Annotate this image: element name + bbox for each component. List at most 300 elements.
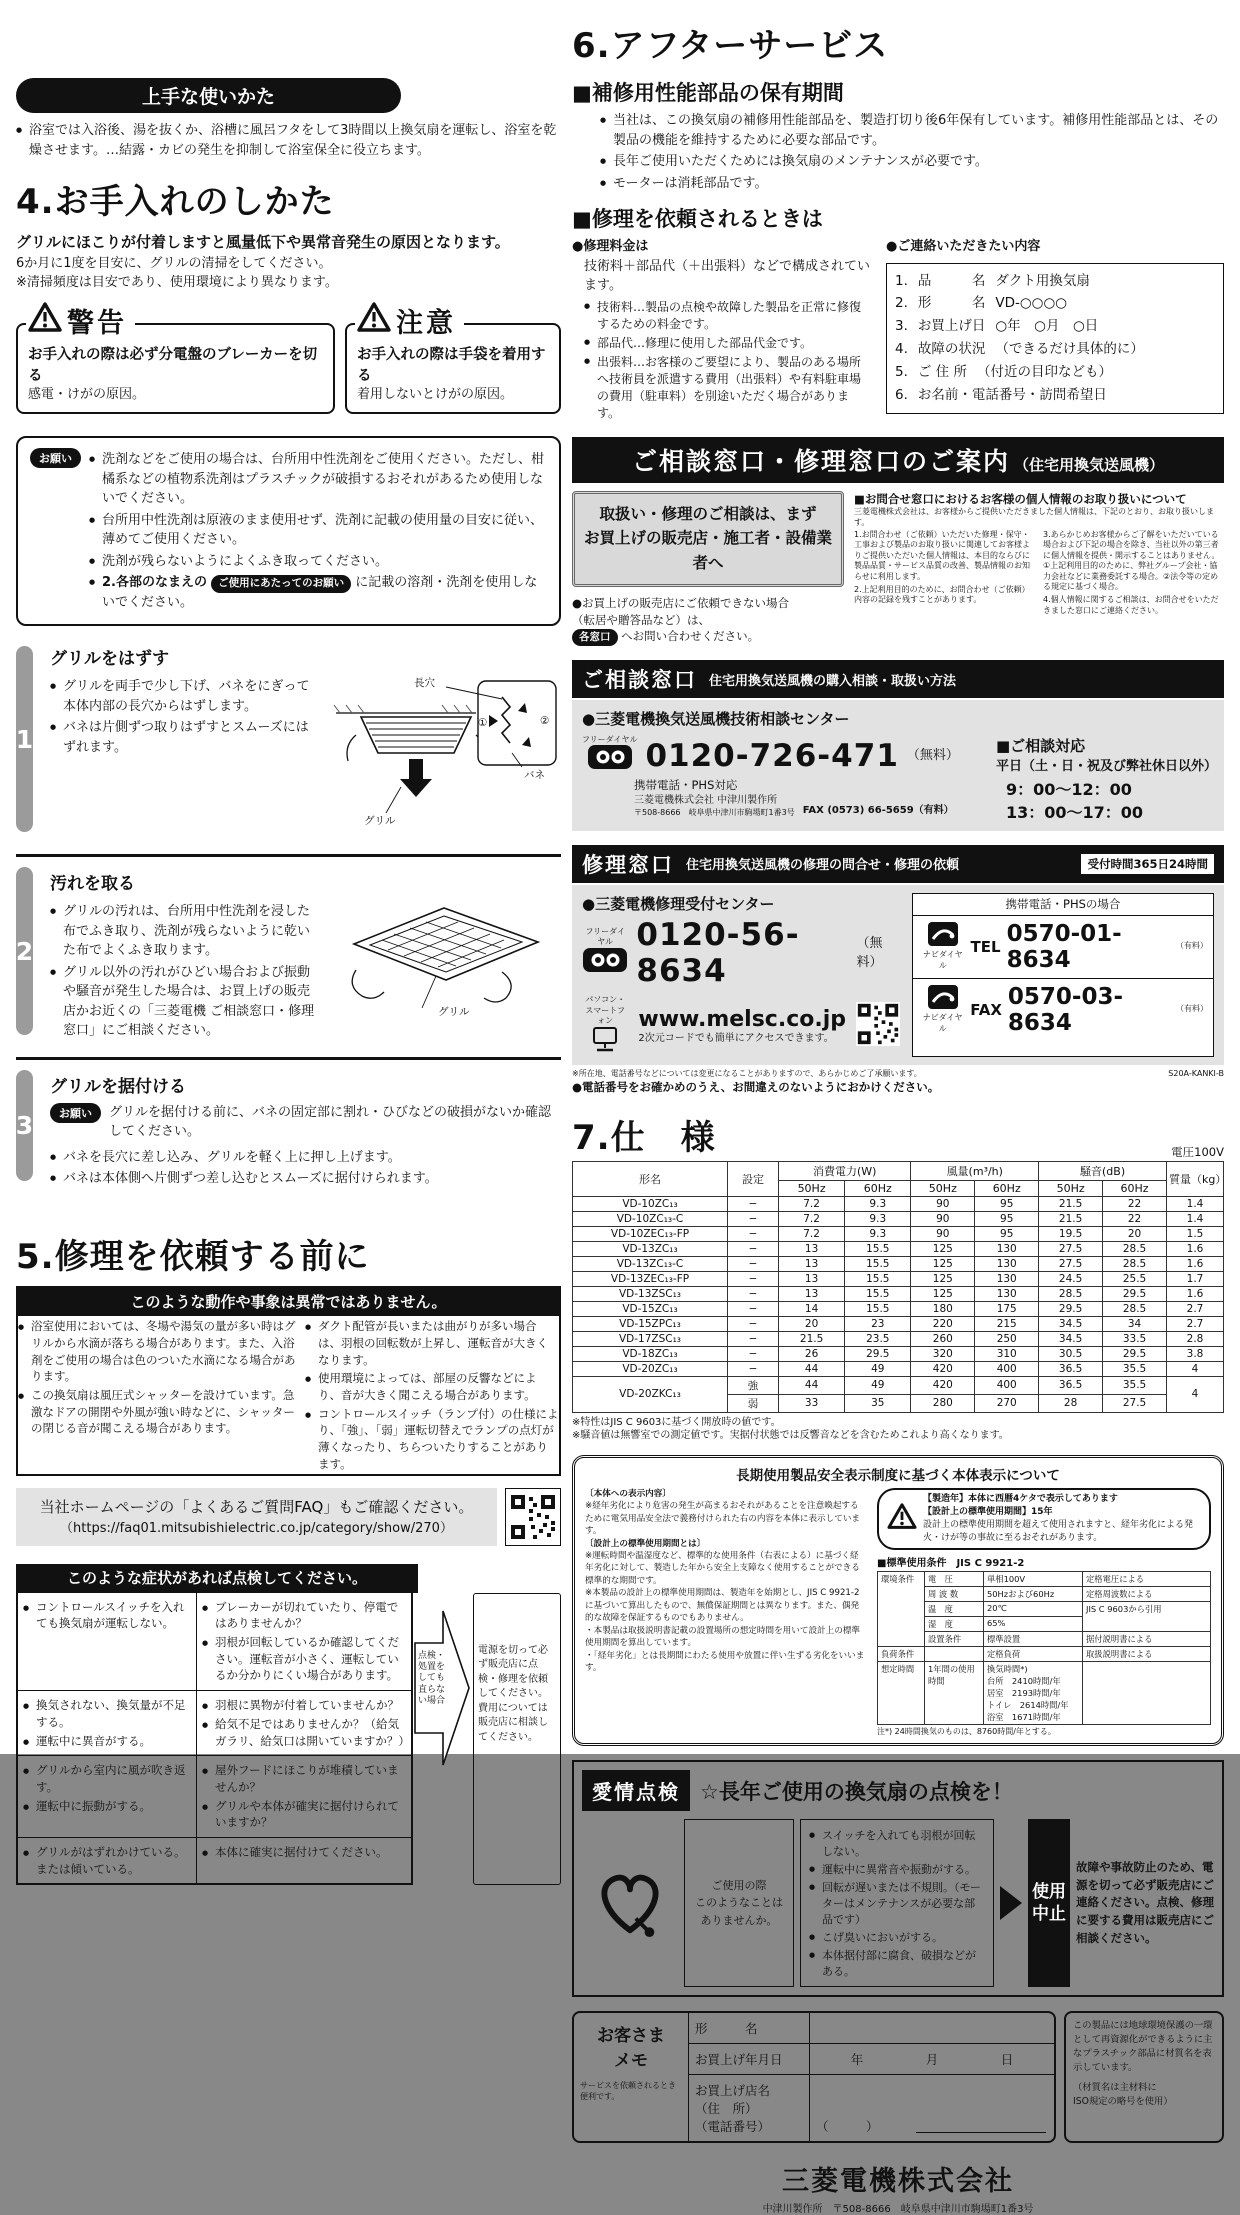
location-change-note: ※所在地、電話番号などについては変更になることがありますので、あらかじめご了承願います。: [572, 1068, 922, 1078]
memo-note: サービスを依頼されるとき便利です。: [580, 2081, 676, 2101]
table-row: [573, 1361, 1224, 1376]
step-item: ● グリル以外の汚れがひどい場合および振動や騒音が発生した場合は、お買上げの販売店かお近くの「三菱電機 ご相談窓口・修理窓口」にご相談ください。: [50, 963, 320, 1041]
setting-cell: 強: [728, 1376, 779, 1394]
mass-cell: 1.6: [1167, 1241, 1224, 1256]
hours-line3: 13：00～17：00: [1006, 802, 1144, 822]
air50-cell: 260: [911, 1331, 975, 1346]
noise60-cell: 34: [1103, 1316, 1167, 1331]
cond-cell: 湿 度: [925, 1616, 984, 1631]
soudan-mobile: 携帯電話・PHS対応: [634, 778, 738, 793]
faq-url: （https://faq01.mitsubishielectric.co.jp/category/show/270）: [60, 1520, 453, 1536]
power60-cell: 9.3: [845, 1211, 911, 1226]
soudan-phone-fee: （無料）: [906, 748, 959, 764]
faq-line1: 当社ホームページの「よくあるご質問FAQ」もご確認ください。: [39, 1498, 474, 1517]
memo-store-value[interactable]: [810, 2075, 1054, 2141]
mass-cell: 4: [1167, 1376, 1224, 1412]
step-3-onegai: グリルを据付ける前に、バネの固定部に割れ・ひびなどの破損がないか確認してください。: [109, 1104, 552, 1140]
list-item: ● モーターは消耗部品です。: [600, 174, 1224, 194]
row-number: 1.: [895, 272, 908, 289]
check-cell: ● 給気不足ではありませんか？（給気ガラリ、給気口は開いていますか？）: [202, 1716, 406, 1749]
step-item: ● グリルを両手で少し下げ、バネをにぎって本体内部の長穴からはずします。: [50, 677, 320, 716]
conditions-note: 注*) 24時間換気のものは、8760時間/年とする。: [877, 1726, 1056, 1736]
conditions-table: [877, 1571, 1211, 1725]
air50-cell: 420: [911, 1361, 975, 1376]
usage-line: 居室 2193時間/年: [987, 1687, 1061, 1698]
air50-cell: 90: [911, 1196, 975, 1211]
setting-cell: −: [728, 1316, 779, 1331]
setting-cell: −: [728, 1361, 779, 1376]
mobile-phs-header: 携帯電話・PHSの場合: [913, 894, 1213, 916]
dial-carefully-note: ●電話番号をお確かめのうえ、お間違えのないようにおかけください。: [572, 1080, 940, 1095]
contact-info-row: [895, 361, 1215, 384]
table-row: [573, 1241, 1224, 1256]
doc-code: S20A-KANKI-B: [1168, 1068, 1224, 1078]
lt-p3: ※本製品の設計上の標準使用期間は、製造年を始期とし、JIS C 9921-2に基づいて算出したもので、無償保証期間とは異なります。また、偶発的な故障を保証するものでもありません。: [585, 1588, 860, 1624]
noise50-cell: 34.5: [1039, 1316, 1103, 1331]
symptom-table: [16, 1593, 413, 1885]
setting-cell: −: [728, 1211, 779, 1226]
mass-cell: 2.8: [1167, 1331, 1224, 1346]
model-cell: VD-10ZC₁₃-C: [573, 1211, 728, 1226]
caution-label: [355, 301, 464, 340]
air60-cell: 175: [975, 1301, 1039, 1316]
warning-bold: お手入れの際は必ず分電盤のブレーカーを切る: [28, 346, 318, 384]
row-value: VD-○○○○: [995, 295, 1068, 312]
slot-label: 長穴: [414, 677, 435, 690]
air50-cell: 90: [911, 1211, 975, 1226]
air50-cell: 180: [911, 1301, 975, 1316]
cond-cell: 設置条件: [925, 1631, 984, 1646]
model-cell: VD-13ZC₁₃-C: [573, 1256, 728, 1271]
usage-note-badge: ご使用にあたってのお願い: [211, 575, 351, 593]
tel-label: TEL: [970, 937, 1001, 956]
noise60-cell: 28.5: [1103, 1256, 1167, 1271]
not-abnormal-header: このような動作や事象は異常ではありません。: [18, 1288, 559, 1317]
model-cell: VD-15ZPC₁₃: [573, 1316, 728, 1331]
onegai-list: [89, 450, 547, 612]
usage-line: 換気時間*): [987, 1663, 1028, 1674]
tips-list: [16, 121, 561, 160]
body-label-box: [877, 1488, 1211, 1550]
step-3-number: 3: [16, 1070, 33, 1181]
cond-cell: 環境条件: [878, 1571, 925, 1646]
air60-cell: 95: [975, 1196, 1039, 1211]
arrow-right-icon: [1000, 1819, 1022, 1987]
caution-box: [345, 307, 561, 415]
memo-model-value[interactable]: [810, 2013, 1054, 2043]
care-lead2: 6か月に1度を目安に、グリルの清掃をしてください。: [16, 255, 332, 271]
hz-header: 50Hz: [779, 1180, 845, 1196]
freedial-label: フリーダイヤル: [585, 927, 625, 947]
power60-cell: 23: [845, 1316, 911, 1331]
mass-cell: 2.7: [1167, 1301, 1224, 1316]
table-row: [18, 1838, 411, 1883]
spec-table: [572, 1161, 1227, 1413]
power50-cell: 13: [779, 1241, 845, 1256]
soudan-banner: [572, 660, 1224, 698]
fee-list: [584, 298, 872, 421]
shuri-tel-fee: （有料）: [1175, 941, 1208, 951]
col-mass: 質量（kg）: [1167, 1161, 1224, 1196]
power50-cell: 21.5: [779, 1331, 845, 1346]
spec-note1: ※特性はJIS C 9603に基づく開放時の値です。: [572, 1416, 781, 1428]
row-label: 故障の状況: [917, 341, 986, 358]
repair-request-note: 電源を切って必ず販売店に点検・修理を依頼してください。費用については販売店に相談してください。: [473, 1593, 561, 1885]
air60-cell: 215: [975, 1316, 1039, 1331]
noise60-cell: 27.5: [1103, 1394, 1167, 1412]
noise60-cell: 22: [1103, 1196, 1167, 1211]
air60-cell: 310: [975, 1346, 1039, 1361]
list-item: ● コントロールスイッチ（ランプ付）の仕様により、「強」、「弱」運転切替えでランプの点灯が薄くなったり、ちらついたりすることがあります。: [305, 1406, 559, 1473]
power60-cell: 49: [845, 1361, 911, 1376]
col-model: 形名: [573, 1161, 728, 1196]
model-cell: VD-15ZC₁₃: [573, 1301, 728, 1316]
cond-cell: 負荷条件: [878, 1646, 925, 1661]
memo-title2: メモ: [614, 2051, 648, 2072]
shuri-banner-desc: 住宅用換気送風機の修理の問合せ・修理の依頼: [686, 858, 960, 874]
table-row: [18, 1593, 411, 1691]
power50-cell: 13: [779, 1271, 845, 1286]
model-cell: VD-20ZKC₁₃: [573, 1376, 728, 1412]
memo-row: [572, 2011, 1224, 2143]
row-label: 品 名: [917, 272, 986, 289]
symptom-cell: ● 運転中に異音がする。: [23, 1733, 191, 1750]
model-cell: VD-10ZC₁₃: [573, 1196, 728, 1211]
power50-cell: 13: [779, 1256, 845, 1271]
recycle-text: この製品には地球環境保護の一環として再資源化ができるように主なプラスチック部品に材質名を表示しています。: [1073, 2020, 1213, 2074]
air60-cell: 400: [975, 1361, 1039, 1376]
care-lead1: グリルにほこりが付着しますと風量低下や異常音発生の原因となります。: [16, 233, 510, 251]
customer-memo-box: [572, 2011, 1056, 2143]
noise60-cell: 29.5: [1103, 1346, 1167, 1361]
list-item: ● 長年ご使用いただくためには換気扇のメンテナンスが必要です。: [600, 152, 1224, 172]
air50-cell: 125: [911, 1271, 975, 1286]
step-2-list: [50, 900, 320, 1043]
fallback-line2: （転居や贈答品など）は、: [572, 612, 710, 627]
col-noise: 騒音(dB): [1039, 1161, 1167, 1180]
step-2: [16, 854, 561, 1043]
cond-cell: 50Hzおよび60Hz: [984, 1586, 1083, 1601]
parts-retention-list: [600, 111, 1224, 193]
air50-cell: 125: [911, 1241, 975, 1256]
check-cell: ● 屋外フードにほこりが堆積していませんか？: [202, 1762, 406, 1795]
step-1-number: 1: [16, 646, 33, 832]
mass-cell: 1.6: [1167, 1286, 1224, 1301]
model-cell: VD-13ZSC₁₃: [573, 1286, 728, 1301]
privacy-item: 1.お問合わせ（ご依頼）いただいた修理・保守・工事および製品のお取り扱いに関連してお客様よりご提供いただいた個人情報は、本目的ならびに製品品質・サービス品質の改善、製品情報のお知らせに利用します。: [854, 529, 1030, 581]
noise50-cell: 36.5: [1039, 1376, 1103, 1394]
caution-bold: お手入れの際は手袋を着用する: [357, 346, 546, 384]
row-value: ダクト用換気扇: [995, 272, 1090, 289]
cond-cell: 単相100V: [984, 1571, 1083, 1586]
step-item: ● バネは本体側へ片側ずつ差し込むとスムーズに据付けられます。: [50, 1169, 561, 1189]
setting-cell: −: [728, 1226, 779, 1241]
spec-heading: 7.仕 様: [572, 1117, 716, 1158]
col-power: 消費電力(W): [779, 1161, 911, 1180]
warning-triangle-icon: [28, 302, 62, 340]
cond-cell: 定格負荷: [984, 1646, 1083, 1661]
power60-cell: 35: [845, 1394, 911, 1412]
contact-info-row: [895, 338, 1215, 361]
grill-removal-illustration: [326, 675, 561, 840]
privacy-item: 4.個人情報に関するご相談は、お問合せをいただきました窓口にご連絡ください。: [1043, 595, 1219, 615]
noise60-cell: 35.5: [1103, 1361, 1167, 1376]
noise50-cell: 19.5: [1039, 1226, 1103, 1241]
step-3: [16, 1057, 561, 1189]
care-lead3: ※清掃頻度は目安であり、使用環境により異なります。: [16, 275, 338, 290]
longterm-left: [585, 1488, 867, 1738]
company-name: 三菱電機株式会社: [782, 2166, 1014, 2198]
longterm-title: 長期使用製品安全表示制度に基づく本体表示について: [736, 1467, 1060, 1484]
signature-line: [916, 2132, 1046, 2133]
setting-cell: 弱: [728, 1394, 779, 1412]
air60-cell: 130: [975, 1271, 1039, 1286]
cond-cell: 取扱説明書による: [1083, 1646, 1211, 1661]
symptom-cell: ● グリルがはずれかけている。または傾いている。: [23, 1844, 191, 1877]
table-row: [18, 1691, 411, 1756]
faq-qr-code: [505, 1488, 561, 1546]
navidial-icon: [928, 994, 958, 1013]
hours-line2: 9：00～12：00: [1006, 779, 1132, 799]
check-cell: ● 本体に確実に据付けてください。: [202, 1844, 406, 1861]
noise50-cell: 27.5: [1039, 1256, 1103, 1271]
power60-cell: 15.5: [845, 1301, 911, 1316]
spring-label: バネ: [524, 769, 545, 782]
memo-store-label: お買上げ店名: [695, 2083, 771, 2099]
memo-store-addr-label: （住 所）: [695, 2101, 758, 2117]
caution-desc: 着用しないとけがの原因。: [357, 386, 514, 402]
lt-p2: ※運転時間や温湿度など、標準的な使用条件（右表による）に基づく経年劣化に対して、製造した年から安全上支障なく使用することができる標準的な期間です。: [585, 1550, 860, 1586]
onegai-pill: お願い: [50, 1103, 101, 1123]
contact-info-row: [895, 384, 1215, 407]
caution-triangle-icon: [357, 302, 391, 340]
hz-header: 60Hz: [975, 1180, 1039, 1196]
soudan-phone: 0120-726-471: [645, 738, 899, 775]
symptom-cell: ● コントロールスイッチを入れても換気扇が運転しない。: [23, 1599, 191, 1632]
table-row: [573, 1286, 1224, 1301]
usage-line: 浴室 1671時間/年: [987, 1711, 1061, 1722]
inspection-badge: 愛情点検: [582, 1770, 690, 1811]
grill-label: グリル: [438, 1006, 470, 1019]
memo-title1: お客さま: [597, 2026, 665, 2047]
if-not-fixed-arrow: [413, 1593, 471, 1885]
col-setting: 設定: [728, 1161, 779, 1196]
step-3-title: グリルを据付ける: [50, 1076, 186, 1097]
left-column: [16, 78, 561, 1885]
usage-line: 台所 2410時間/年: [987, 1675, 1061, 1686]
warning-word: 警告: [67, 307, 127, 339]
noise50-cell: 21.5: [1039, 1196, 1103, 1211]
step-item: ● バネは片側ずつ取りはずすとスムーズにはずれます。: [50, 718, 320, 757]
setting-cell: −: [728, 1241, 779, 1256]
power50-cell: 7.2: [779, 1226, 845, 1241]
shuri-banner: [572, 845, 1224, 883]
inspection-action: 故障や事故防止のため、電源を切って必ず販売店にご連絡ください。点検、修理に要する費用は販売店にご相談ください。: [1076, 1859, 1214, 1945]
label-line3: 設計上の標準使用期間を超えて使用されますと、経年劣化による発火・けが等の事故に至るおそれがあります。: [923, 1519, 1194, 1543]
cond-cell: 電 圧: [925, 1571, 984, 1586]
grill-label: グリル: [364, 815, 396, 828]
lt-h2: 〔設計上の標準使用期間とは〕: [585, 1538, 706, 1549]
reception-hours-badge: 受付時間365日24時間: [1081, 854, 1214, 874]
onegai-item: ● 台所用中性洗剤は原液のまま使用せず、洗剤に記載の使用量の目安に従い、薄めてご使用ください。: [89, 511, 547, 550]
cond-cell: 定格周波数による: [1083, 1586, 1211, 1601]
col-airflow: 風量(m³/h): [911, 1161, 1039, 1180]
right-column: [572, 18, 1227, 2215]
freedial-label: フリーダイヤル: [582, 734, 638, 744]
lt-p5: ・「経年劣化」とは長期間にわたる使用や放置に伴い生ずる劣化をいいます。: [585, 1650, 865, 1674]
check-item: ● スイッチを入れても羽根が回転しない。: [809, 1827, 985, 1859]
hz-header: 50Hz: [911, 1180, 975, 1196]
warning-label: [26, 301, 135, 340]
shuri-fax: 0570-03-8634: [1007, 983, 1124, 1036]
symptom-section: [16, 1564, 561, 1885]
privacy-item: 3.あらかじめお客様からご了解をいただいている場合および下記の場合を除き、当社以外の第三者に個人情報を提供・開示することはありません。①上記利用目的のために、弊社グループ会社・協力会社などに業務委託する場合。②法令等の定める規定に基づく場合。: [1043, 529, 1220, 591]
not-abnormal-table: [16, 1286, 561, 1477]
noise50-cell: 34.5: [1039, 1331, 1103, 1346]
soudan-box: [572, 700, 1224, 831]
soudan-banner-desc: 住宅用換気送風機の購入相談・取扱い方法: [709, 673, 957, 689]
window-badge: 各窓口: [572, 629, 618, 646]
noise60-cell: 20: [1103, 1226, 1167, 1241]
memo-date-value[interactable]: 年 月 日: [850, 2052, 1014, 2068]
check-item: ● 本体据付部に腐食、破損などがある。: [809, 1947, 985, 1979]
mass-cell: 4: [1167, 1361, 1224, 1376]
memo-store-tel-label: （電話番号）: [695, 2119, 771, 2135]
air50-cell: 220: [911, 1316, 975, 1331]
fee-title: ●修理料金は: [572, 239, 649, 254]
navidial-label: ナビダイヤル: [922, 1013, 963, 1033]
label-triangle-icon: [887, 1503, 917, 1534]
row-number: 5.: [895, 364, 908, 381]
usage-line: トイレ 2614時間/年: [987, 1699, 1069, 1710]
symptom-cell: ● 換気されない、換気量が不足する。: [23, 1697, 191, 1730]
table-row: [573, 1331, 1224, 1346]
power60-cell: 49: [845, 1376, 911, 1394]
caution-word: 注意: [396, 307, 456, 339]
tips-title: 上手な使いかた: [16, 78, 401, 113]
mass-cell: 1.4: [1167, 1196, 1224, 1211]
tips-item: ● 浴室では入浴後、湯を抜くか、浴槽に風呂フタをして3時間以上換気扇を運転し、浴室を乾燥させます。…結露・カビの発生を抑制して浴室保全に役立ちます。: [16, 121, 561, 160]
air60-cell: 95: [975, 1226, 1039, 1241]
power60-cell: 23.5: [845, 1331, 911, 1346]
warning-row: [16, 307, 561, 415]
power60-cell: 9.3: [845, 1226, 911, 1241]
shuri-banner-title: 修理窓口: [582, 852, 674, 877]
table-row: [573, 1256, 1224, 1271]
symptom-header: このような症状があれば点検してください。: [16, 1564, 418, 1593]
banner-subtitle: （住宅用換気送風機）: [1014, 455, 1165, 474]
row-number: 3.: [895, 318, 908, 335]
onegai-last-prefix: 2.各部のなまえの: [102, 575, 207, 590]
banner-title: ご相談窓口・修理窓口のご案内: [631, 446, 1010, 476]
memo-date-label: お買上げ年月日: [689, 2044, 810, 2074]
store-line2: お買上げの販売店・施工者・設備業者へ: [583, 529, 832, 573]
row-value: （付近の目印なども）: [976, 364, 1112, 381]
spec-note2: ※騒音値は無響室での測定値です。実据付状態では反響音などを含むためこれより高くなります。: [572, 1430, 1009, 1442]
fallback-line1: ●お買上げの販売店にご依頼できない場合: [572, 595, 790, 610]
longterm-box: [572, 1455, 1224, 1747]
lead-line: このようなことは: [695, 1896, 783, 1910]
row-label: お買上げ日: [917, 318, 986, 335]
noise50-cell: 21.5: [1039, 1211, 1103, 1226]
cond-cell: 定格電圧による: [1083, 1571, 1211, 1586]
mass-cell: 1.7: [1167, 1271, 1224, 1286]
conditions-title: ■標準使用条件 JIS C 9921-2: [877, 1557, 1025, 1569]
power60-cell: 15.5: [845, 1241, 911, 1256]
not-abnormal-right: [305, 1316, 559, 1474]
air50-cell: 90: [911, 1226, 975, 1241]
soudan-center: ●三菱電機換気送風機技術相談センター: [582, 710, 850, 729]
row-number: 4.: [895, 341, 908, 358]
lead-line: ご使用の際: [711, 1878, 767, 1892]
store-line1: 取扱い・修理のご相談は、まず: [599, 504, 817, 523]
list-item: ● この換気扇は風圧式シャッターを設けています。急激なドアの開閉や外風が強い時などに、シャッターの閉じる音が聞こえる場合があります。: [18, 1387, 305, 1437]
model-cell: VD-18ZC₁₃: [573, 1346, 728, 1361]
contact-info-row: [895, 270, 1215, 293]
mass-cell: 1.5: [1167, 1226, 1224, 1241]
hz-header: 50Hz: [1039, 1180, 1103, 1196]
hours-title: ■ご相談対応: [996, 736, 1086, 755]
noise60-cell: 29.5: [1103, 1286, 1167, 1301]
soudan-fax: FAX (0573) 66-5659（有料）: [802, 805, 954, 817]
shuri-phone: 0120-56-8634: [636, 917, 800, 990]
symptom-cell: ● 運転中に振動がする。: [23, 1798, 191, 1815]
row-label: ご 住 所: [917, 364, 967, 381]
lt-h1: 〔本体への表示内容〕: [585, 1488, 671, 1499]
cond-cell: 温 度: [925, 1601, 984, 1616]
power50-cell: 13: [779, 1286, 845, 1301]
grill-cleaning-illustration: [326, 900, 561, 1020]
noise50-cell: 36.5: [1039, 1361, 1103, 1376]
pc-smartphone-label: パソコン・スマートフォン: [585, 995, 626, 1026]
heart-plug-icon: [582, 1819, 678, 1987]
row-label: 形 名: [917, 295, 986, 312]
onegai-item: ● 洗剤が残らないようによくふき取ってください。: [89, 552, 547, 572]
air60-cell: 130: [975, 1241, 1039, 1256]
table-row: [573, 1376, 1224, 1394]
label-line2: 【設計上の標準使用期間】15年: [923, 1506, 1053, 1517]
contact-info-row: [895, 292, 1215, 315]
row-number: 2.: [895, 295, 908, 312]
air60-cell: 95: [975, 1211, 1039, 1226]
model-cell: VD-13ZC₁₃: [573, 1241, 728, 1256]
power50-cell: 44: [779, 1376, 845, 1394]
inspection-box: [572, 1760, 1224, 1997]
table-row: [573, 1346, 1224, 1361]
label-line1: 【製造年】本体に西暦4ケタで表示してあります: [923, 1493, 1118, 1504]
setting-cell: −: [728, 1196, 779, 1211]
noise60-cell: 28.5: [1103, 1241, 1167, 1256]
noise60-cell: 28.5: [1103, 1301, 1167, 1316]
cond-cell-empty: [925, 1646, 984, 1661]
stop-use-box: [1028, 1819, 1070, 1987]
lt-p1: ※経年劣化により危害の発生が高まるおそれがあることを注意喚起するために電気用品安全法で義務付けられた右の内容を本体に表示しています。: [585, 1501, 861, 1537]
warning-box: [16, 307, 335, 415]
onegai-item-last: [89, 573, 547, 612]
power60-cell: 15.5: [845, 1256, 911, 1271]
soudan-company: 三菱電機株式会社 中津川製作所: [634, 795, 778, 807]
noise50-cell: 28.5: [1039, 1286, 1103, 1301]
step-1-title: グリルをはずす: [50, 649, 169, 670]
step-1: [16, 636, 561, 840]
power50-cell: 26: [779, 1346, 845, 1361]
air60-cell: 130: [975, 1256, 1039, 1271]
air50-cell: 125: [911, 1256, 975, 1271]
noise50-cell: 29.5: [1039, 1301, 1103, 1316]
fallback-line3: へお問い合わせください。: [621, 629, 760, 644]
web-qr-code: [856, 1002, 900, 1050]
model-cell: VD-17ZSC₁₃: [573, 1331, 728, 1346]
